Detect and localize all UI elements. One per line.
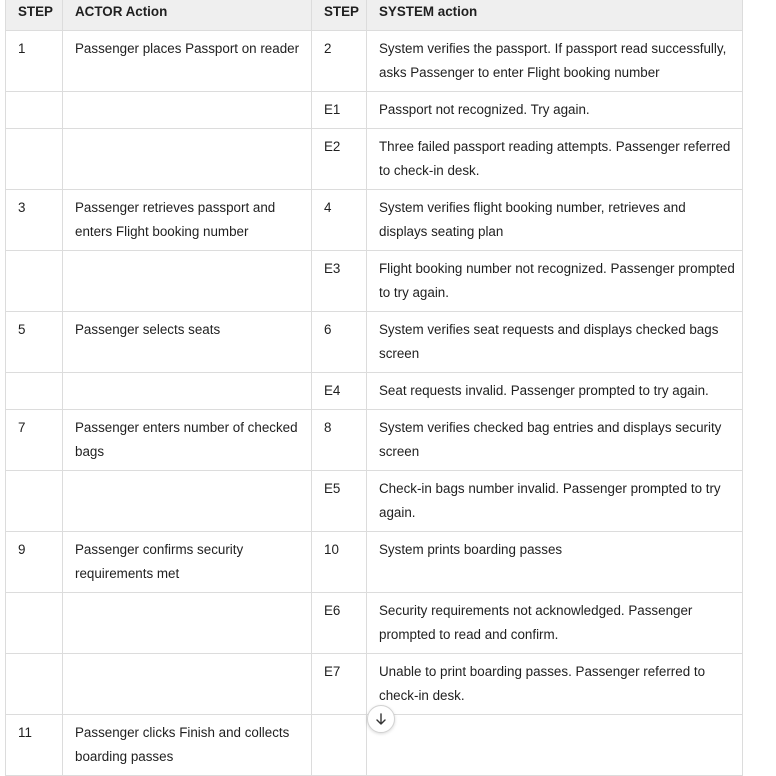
actor-step-cell: 11: [6, 715, 63, 776]
actor-action-cell: Passenger clicks Finish and collects boarding passes: [63, 715, 312, 776]
system-action-cell: System verifies flight booking number, retrieves and displays seating plan: [367, 190, 743, 251]
actor-step-cell: [6, 471, 63, 532]
actor-action-cell: [63, 471, 312, 532]
system-action-cell: Flight booking number not recognized. Passenger prompted to try again.: [367, 251, 743, 312]
actor-action-cell: Passenger enters number of checked bags: [63, 410, 312, 471]
actor-action-cell: [63, 373, 312, 410]
actor-step-cell: 5: [6, 312, 63, 373]
system-action-cell: System verifies seat requests and displays checked bags screen: [367, 312, 743, 373]
header-actor-action: ACTOR Action: [63, 0, 312, 31]
table-row: [6, 312, 743, 373]
actor-action-cell: [63, 593, 312, 654]
actor-step-cell: [6, 373, 63, 410]
scroll-down-button[interactable]: [367, 705, 395, 733]
table-row: [6, 129, 743, 190]
table-row: [6, 251, 743, 312]
table-row: [6, 190, 743, 251]
actor-action-cell: Passenger selects seats: [63, 312, 312, 373]
actor-step-cell: [6, 251, 63, 312]
arrow-down-icon: [374, 712, 388, 726]
system-action-cell: Three failed passport reading attempts. Passenger referred to check-in desk.: [367, 129, 743, 190]
table-row: [6, 593, 743, 654]
actor-step-cell: [6, 129, 63, 190]
system-action-cell: System verifies checked bag entries and displays security screen: [367, 410, 743, 471]
system-step-cell: E1: [312, 92, 367, 129]
system-step-cell: 8: [312, 410, 367, 471]
actor-step-cell: 3: [6, 190, 63, 251]
table-header-row: [6, 0, 743, 31]
actor-step-cell: 9: [6, 532, 63, 593]
actor-action-cell: Passenger places Passport on reader: [63, 31, 312, 92]
actor-action-cell: Passenger retrieves passport and enters Flight booking number: [63, 190, 312, 251]
header-step-actor: STEP: [6, 0, 63, 31]
actor-action-cell: [63, 92, 312, 129]
table-row: [6, 373, 743, 410]
actor-step-cell: 1: [6, 31, 63, 92]
system-action-cell: System prints boarding passes: [367, 532, 743, 593]
table-row: [6, 410, 743, 471]
system-step-cell: E7: [312, 654, 367, 715]
system-step-cell: E3: [312, 251, 367, 312]
system-step-cell: [312, 715, 367, 776]
header-system-action: SYSTEM action: [367, 0, 743, 31]
table-row: [6, 532, 743, 593]
actor-action-cell: [63, 251, 312, 312]
actor-action-cell: [63, 654, 312, 715]
system-step-cell: 2: [312, 31, 367, 92]
table-row: [6, 31, 743, 92]
system-step-cell: E4: [312, 373, 367, 410]
system-step-cell: 10: [312, 532, 367, 593]
actor-step-cell: [6, 92, 63, 129]
actor-step-cell: [6, 593, 63, 654]
system-action-cell: Passport not recognized. Try again.: [367, 92, 743, 129]
actor-action-cell: Passenger confirms security requirements met: [63, 532, 312, 593]
system-step-cell: E5: [312, 471, 367, 532]
header-step-system: STEP: [312, 0, 367, 31]
table-body: [6, 31, 743, 776]
use-case-table: [5, 0, 743, 776]
actor-step-cell: 7: [6, 410, 63, 471]
system-action-cell: [367, 715, 743, 776]
system-step-cell: E6: [312, 593, 367, 654]
system-step-cell: 6: [312, 312, 367, 373]
table-row: [6, 92, 743, 129]
actor-step-cell: [6, 654, 63, 715]
system-action-cell: Security requirements not acknowledged. Passenger prompted to read and confirm.: [367, 593, 743, 654]
system-step-cell: 4: [312, 190, 367, 251]
system-action-cell: Check-in bags number invalid. Passenger prompted to try again.: [367, 471, 743, 532]
table-row: [6, 471, 743, 532]
use-case-table-container: [5, 0, 742, 776]
system-action-cell: Seat requests invalid. Passenger prompted to try again.: [367, 373, 743, 410]
system-step-cell: E2: [312, 129, 367, 190]
actor-action-cell: [63, 129, 312, 190]
system-action-cell: Unable to print boarding passes. Passenger referred to check-in desk.: [367, 654, 743, 715]
system-action-cell: System verifies the passport. If passport read successfully, asks Passenger to enter Flight booking number: [367, 31, 743, 92]
table-row: [6, 654, 743, 715]
